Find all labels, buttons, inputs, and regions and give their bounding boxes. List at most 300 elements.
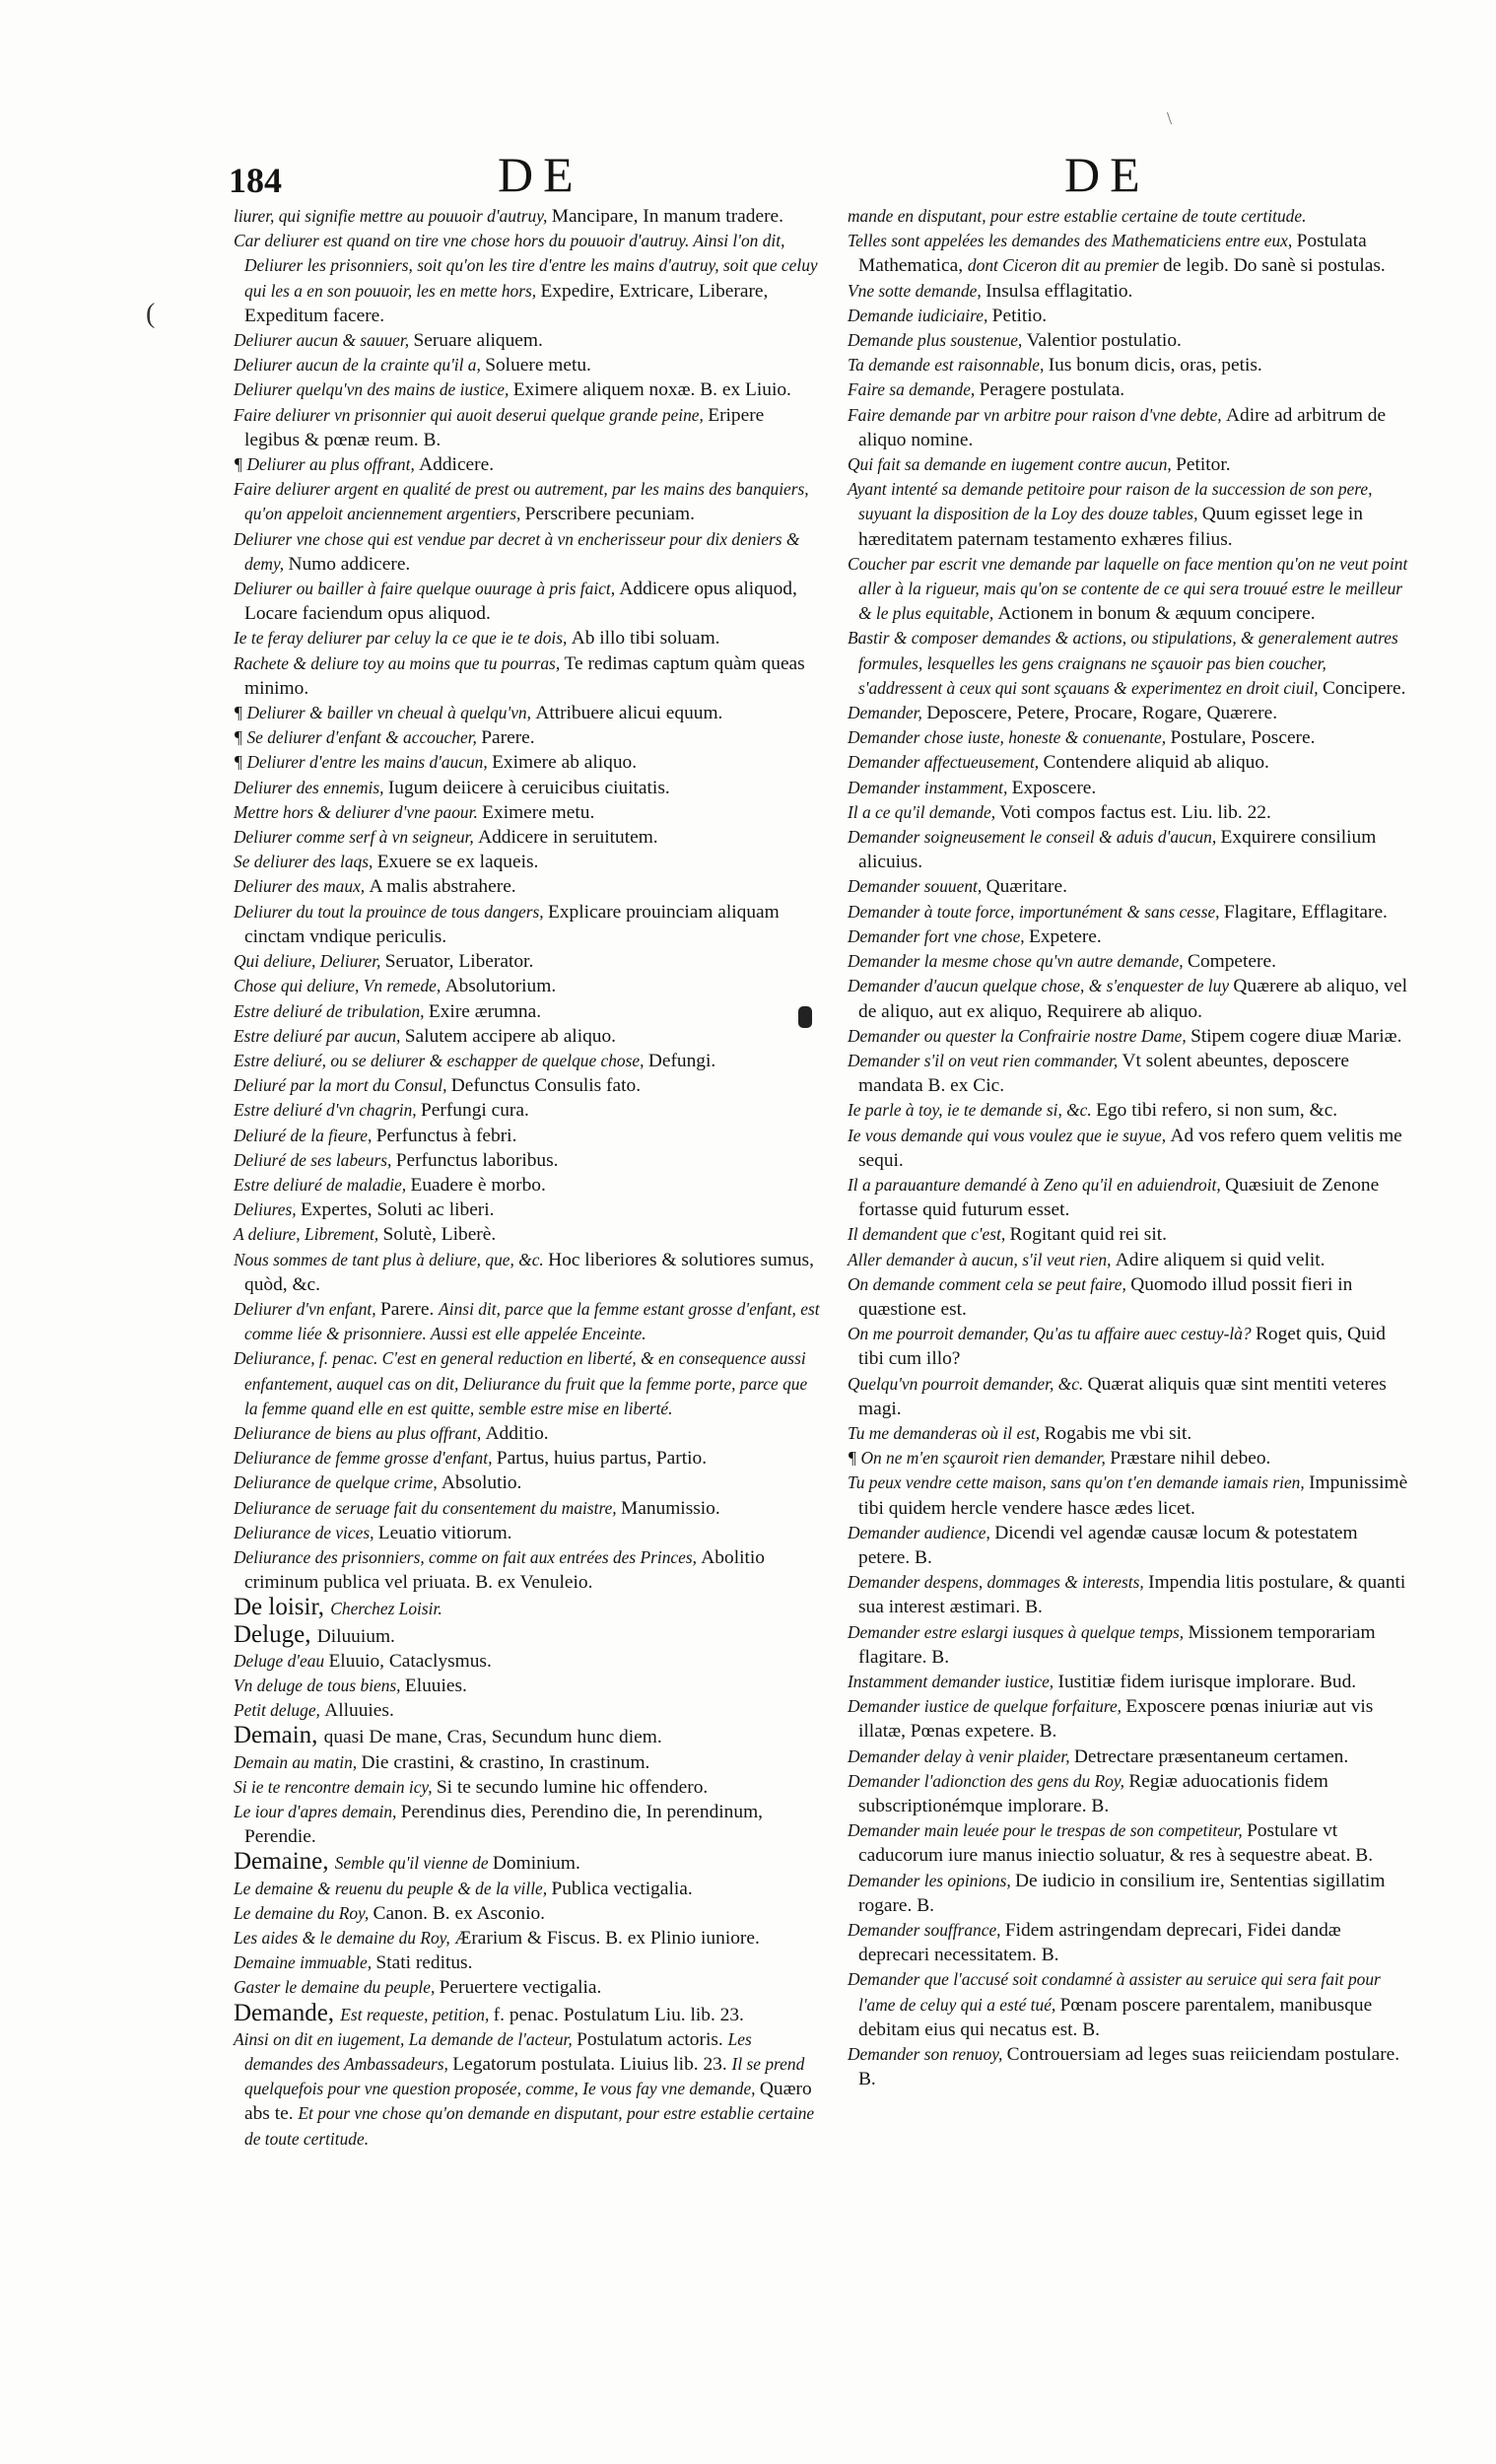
dictionary-entry	[234, 874, 821, 899]
latin-text: Alluuies.	[324, 1700, 394, 1722]
dictionary-entry	[848, 825, 1411, 874]
entry-headword: Demain,	[234, 1722, 324, 1749]
dictionary-entry	[234, 1926, 821, 1951]
dictionary-entry	[848, 1098, 1411, 1123]
latin-text: Perfunctus laboribus.	[395, 1149, 559, 1171]
dictionary-entry	[848, 377, 1411, 402]
right-column	[848, 204, 1411, 2091]
french-text: ¶ On ne m'en sçauroit rien demander,	[848, 1448, 1111, 1469]
entry-headword: Demande,	[234, 1999, 341, 2026]
latin-text: de legib. Do sanè si postulas.	[1163, 255, 1386, 277]
dictionary-entry	[848, 1670, 1411, 1694]
latin-text: Ego tibi refero, si non sum, &c.	[1096, 1100, 1338, 1122]
french-text: Estre deliuré d'vn chagrin,	[234, 1100, 421, 1121]
latin-text: Salutem accipere ab aliquo.	[404, 1025, 617, 1047]
latin-text: Euadere è morbo.	[410, 1174, 546, 1196]
dictionary-entry	[848, 1570, 1411, 1619]
dictionary-entry	[234, 750, 821, 775]
dictionary-entry	[848, 1421, 1411, 1446]
latin-text: Controuersiam ad leges suas reiiciendam postulare. B.	[858, 2044, 1400, 2090]
dictionary-entry	[234, 800, 821, 825]
french-text: Demander soigneusement le conseil & aduis d'aucun,	[848, 827, 1221, 848]
dictionary-entry	[234, 1049, 821, 1073]
dictionary-entry	[848, 1173, 1411, 1222]
french-text: Il se prend quelquefois pour vne question proposée, comme, Ie vous fay vne demande,	[244, 2054, 805, 2099]
french-text: Deliuré de ses labeurs,	[234, 1149, 396, 1170]
latin-text: Missionem temporariam flagitare. B.	[858, 1621, 1376, 1668]
french-text: ¶ Deliurer d'entre les mains d'aucun,	[234, 752, 493, 773]
dictionary-entry	[234, 204, 821, 229]
latin-text: Defungi.	[647, 1050, 716, 1071]
french-text: Telles sont appelées les demandes des Mathematiciens entre eux,	[848, 231, 1297, 251]
latin-text: f. penac.	[493, 2004, 564, 2025]
latin-text: Regiæ aduocationis fidem subscriptionémque implorare. B.	[858, 1770, 1328, 1816]
french-text: Ta demande est raisonnable,	[848, 355, 1049, 376]
french-text: Cherchez Loisir.	[330, 1599, 442, 1619]
latin-text: Attribuere alicui equum.	[535, 703, 723, 724]
latin-text: Seruare aliquem.	[413, 330, 543, 352]
dictionary-entry	[234, 1674, 821, 1698]
stray-mark: \	[1167, 108, 1173, 128]
latin-text: Perscribere pecuniam.	[524, 504, 695, 525]
dictionary-entry	[234, 1800, 821, 1849]
latin-text: Quærat aliquis quæ sint mentiti veteres magi.	[858, 1373, 1387, 1419]
dictionary-entry	[848, 874, 1411, 899]
latin-text: Addicere opus aliquod, Locare faciendum opus aliquod.	[244, 579, 797, 625]
latin-text: Addicere.	[419, 454, 495, 476]
french-text: Faire sa demande,	[848, 379, 980, 400]
latin-text: Quærere ab aliquo, vel de aliquo, aut ex aliquo, Requirere ab aliquo.	[858, 976, 1407, 1022]
dictionary-entry	[848, 949, 1411, 974]
dictionary-entry	[234, 377, 821, 402]
french-text: ¶ Se deliurer d'enfant & accoucher,	[234, 727, 482, 748]
latin-text: Flagitare, Efflagitare.	[1223, 901, 1388, 923]
french-text: ¶ Deliurer au plus offrant,	[234, 454, 420, 475]
french-text: Deliurer aucun & sauuer,	[234, 330, 414, 351]
running-head-right: DE	[1064, 147, 1150, 202]
french-text: Demander la mesme chose qu'vn autre demande,	[848, 951, 1189, 972]
french-text: Le demaine & reuenu du peuple & de la ville,	[234, 1878, 552, 1898]
dictionary-entry	[234, 825, 821, 850]
latin-text: Canon. B. ex Asconio.	[373, 1902, 546, 1924]
french-text: Deliurer vne chose qui est vendue par decret à vn encherisseur pour dix deniers & demy,	[234, 528, 800, 574]
dictionary-entry	[234, 1723, 821, 1749]
latin-text: Quæritare.	[986, 876, 1067, 898]
latin-text: Publica vectigalia.	[551, 1878, 693, 1899]
french-text: Deliurance de femme grosse d'enfant,	[234, 1448, 497, 1469]
latin-text: Exuere se ex laqueis.	[376, 852, 539, 873]
latin-text: Eripere legibus & pœnæ reum. B.	[244, 404, 765, 450]
latin-text: Addicere in seruitutem.	[478, 827, 658, 849]
french-text: Deliurer comme serf à vn seigneur,	[234, 827, 479, 848]
latin-text: Absolutorium.	[444, 976, 557, 997]
french-text: Demander souuent,	[848, 876, 986, 897]
french-text: Demander audience,	[848, 1522, 995, 1542]
latin-text: Defunctus Consulis fato.	[450, 1075, 642, 1097]
dictionary-entry	[234, 1098, 821, 1123]
latin-text: Detrectare præsentaneum certamen.	[1073, 1745, 1349, 1767]
dictionary-entry	[848, 750, 1411, 775]
latin-text: Postulata Mathematica,	[858, 231, 1367, 277]
dictionary-entry	[234, 1545, 821, 1595]
latin-text: Numo addicere.	[288, 553, 411, 575]
latin-text: Iugum deiicere à ceruicibus ciuitatis.	[387, 777, 670, 798]
dictionary-entry	[848, 800, 1411, 825]
latin-text: Si te secundo lumine hic offendero.	[436, 1776, 709, 1798]
latin-text: Quomodo illud possit fieri in quæstione est.	[858, 1273, 1353, 1320]
french-text: Deliures,	[234, 1199, 301, 1220]
french-text: Demander despens, dommages & interests,	[848, 1572, 1149, 1593]
page-number: 184	[229, 161, 282, 200]
dictionary-entry	[234, 328, 821, 353]
dictionary-entry	[848, 626, 1411, 701]
latin-text: Voti compos factus est. Liu. lib. 22.	[999, 801, 1271, 823]
dictionary-entry	[234, 1124, 821, 1148]
dictionary-entry	[848, 1745, 1411, 1769]
dictionary-entry	[234, 527, 821, 577]
dictionary-entry	[848, 725, 1411, 750]
french-text: Deliurance des prisonniers, comme on fait aux entrées des Princes,	[234, 1546, 702, 1567]
french-text: Ainsi on dit en iugement, La demande de l'acteur,	[234, 2028, 578, 2049]
dictionary-entry	[848, 974, 1411, 1023]
french-text: Et pour vne chose qu'on demande en disputant, pour estre establie certaine de toute certitude.	[244, 2103, 815, 2149]
french-text: Aller demander à aucun, s'il veut rien,	[848, 1249, 1116, 1269]
french-text: Demander les opinions,	[848, 1870, 1016, 1890]
latin-text: quasi De mane, Cras, Secundum hunc diem.	[323, 1727, 662, 1748]
french-text: Mettre hors & deliurer d'vne paour.	[234, 801, 483, 822]
dictionary-entry	[848, 1967, 1411, 2042]
french-text: Demander chose iuste, honeste & conuenante,	[848, 727, 1171, 748]
french-text: A deliure, Librement,	[234, 1224, 383, 1245]
french-text: Tu peux vendre cette maison, sans qu'on t'en demande iamais rien,	[848, 1472, 1310, 1493]
dictionary-entry	[234, 403, 821, 452]
latin-text: Adire ad arbitrum de aliquo nomine.	[858, 404, 1387, 450]
dictionary-entry	[848, 1248, 1411, 1272]
dictionary-entry	[848, 328, 1411, 353]
french-text: Bastir & composer demandes & actions, ou stipulations, & generalement autres formules, lesquelles les gens craignans ne sçauoir pas bien coucher, s'addressent à ceux qui sont sçauans & experimentez en droit ciuil,	[848, 628, 1398, 698]
latin-text: Parere.	[379, 1298, 440, 1320]
french-text: Deliurer des ennemis,	[234, 777, 388, 797]
latin-text: Eximere metu.	[482, 801, 595, 823]
dictionary-entry	[848, 1769, 1411, 1818]
french-text: Instamment demander iustice,	[848, 1671, 1058, 1691]
french-text: Ie vous demande qui vous voulez que ie suyue,	[848, 1125, 1171, 1145]
dictionary-entry	[234, 651, 821, 701]
latin-text: Eximere aliquem noxæ. B. ex Liuio.	[512, 379, 791, 401]
latin-text: Stipem cogere diuæ Mariæ.	[1190, 1025, 1402, 1047]
french-text: Faire demande par vn arbitre pour raison d'vne debte,	[848, 404, 1226, 425]
latin-text: Postulatum actoris.	[577, 2028, 728, 2050]
french-text: Demander estre eslargi iusques à quelque temps,	[848, 1621, 1189, 1642]
dictionary-entry	[234, 1622, 821, 1649]
dictionary-entry	[234, 1024, 821, 1049]
dictionary-entry	[848, 452, 1411, 477]
dictionary-entry	[848, 1818, 1411, 1868]
dictionary-entry	[848, 701, 1411, 725]
french-text: Les demandes des Ambassadeurs,	[244, 2028, 752, 2075]
dictionary-entry	[234, 353, 821, 377]
dictionary-entry	[234, 477, 821, 526]
french-text: Car deliurer est quand on tire vne chose hors du pouuoir d'autruy. Ainsi l'on dit, Deliurer les prisonniers, soit qu'on les tire d'entre les mains d'autruy, soit que celuy qui les a en son pouuoir, les en mette hors,	[234, 231, 818, 301]
french-text: Demander d'aucun quelque chose, & s'enquester de luy	[848, 976, 1234, 996]
dictionary-entry	[234, 974, 821, 998]
latin-text: Postulatum Liu. lib. 23.	[563, 2004, 744, 2025]
french-text: Deliurance, f. penac. C'est en general reduction en liberté, & en consequence aussi enfantement, auquel cas on dit, Deliurance du fruit que la femme porte, parce que la femme quand elle en est quitte, semble estre mise en liberté.	[234, 1348, 808, 1418]
latin-text: Impunissimè tibi quidem hercle vendere hasce ædes licet.	[858, 1472, 1408, 1519]
dictionary-entry	[848, 477, 1411, 552]
latin-text: Hoc liberiores & solutiores sumus, quòd, &c.	[244, 1249, 814, 1295]
french-text: Deliurance de biens au plus offrant,	[234, 1422, 486, 1443]
dictionary-entry	[848, 1222, 1411, 1247]
dictionary-entry	[848, 1024, 1411, 1049]
latin-text: De iudicio in consilium ire, Sententias sigillatim rogare. B.	[858, 1870, 1386, 1916]
french-text: Il a parauanture demandé à Zeno qu'il en aduiendroit,	[848, 1174, 1226, 1195]
dictionary-entry	[848, 1620, 1411, 1670]
dictionary-entry	[234, 1248, 821, 1297]
dictionary-entry	[848, 204, 1411, 229]
latin-text: Rogitant quid rei sit.	[1009, 1224, 1167, 1246]
french-text: Vn deluge de tous biens,	[234, 1675, 405, 1695]
dictionary-entry	[234, 1775, 821, 1800]
french-text: Deliurance de vices,	[234, 1522, 378, 1542]
dictionary-entry	[234, 1446, 821, 1471]
french-text: Deliurer quelqu'vn des mains de iustice,	[234, 379, 513, 400]
latin-text: Peragere postulata.	[979, 379, 1125, 401]
dictionary-entry	[234, 1849, 821, 1876]
latin-text: Postulare, Poscere.	[1170, 727, 1316, 749]
latin-text: Dominium.	[492, 1853, 580, 1875]
french-text: Demande iudiciaire,	[848, 305, 992, 325]
dictionary-entry	[234, 452, 821, 477]
latin-text: Quum egisset lege in hæreditatem paternam testamento exhæres filius.	[858, 504, 1363, 550]
latin-text: Actionem in bonum & æquum concipere.	[997, 603, 1316, 625]
latin-text: Deposcere, Petere, Procare, Rogare, Quærere.	[926, 703, 1278, 724]
french-text: Deliurer ou bailler à faire quelque ouurage à pris faict,	[234, 579, 620, 599]
french-text: Deliurance de quelque crime,	[234, 1472, 442, 1493]
french-text: Faire deliurer argent en qualité de prest ou autrement, par les mains des banquiers, qu'on appeloit anciennement argentiers,	[234, 479, 809, 524]
dictionary-entry	[234, 577, 821, 626]
latin-text: Peruertere vectigalia.	[439, 1977, 602, 1999]
latin-text: Concipere.	[1322, 677, 1406, 699]
french-text: Demander fort vne chose,	[848, 925, 1030, 946]
latin-text: Abolitio criminum publica vel priuata. B. ex Venuleio.	[244, 1546, 765, 1594]
latin-text: Expertes, Soluti ac liberi.	[300, 1199, 495, 1221]
latin-text: Petitio.	[991, 305, 1048, 326]
latin-text: Perfungi cura.	[421, 1100, 529, 1122]
latin-text: Ab illo tibi soluam.	[571, 628, 720, 650]
dictionary-entry	[848, 924, 1411, 949]
latin-text: Diluuium.	[316, 1625, 395, 1647]
french-text: Ainsi dit, parce que la femme estant grosse d'enfant, est comme liée & prisonniere. Aussi est elle appelée Enceinte.	[244, 1298, 820, 1344]
entry-headword: Demaine,	[234, 1848, 335, 1876]
dictionary-entry	[234, 999, 821, 1024]
latin-text: Eluuio, Cataclysmus.	[328, 1650, 492, 1672]
french-text: Ie te feray deliurer par celuy la ce que ie te dois,	[234, 628, 572, 649]
french-text: On demande comment cela se peut faire,	[848, 1273, 1131, 1294]
latin-text: Fidem astringendam deprecari, Fidei dandæ deprecari necessitatem. B.	[858, 1920, 1341, 1966]
dictionary-entry	[234, 1877, 821, 1901]
dictionary-entry	[234, 229, 821, 328]
dictionary-entry	[234, 1421, 821, 1446]
french-text: Demander s'il on veut rien commander,	[848, 1050, 1122, 1070]
dictionary-entry	[848, 1372, 1411, 1421]
dictionary-entry	[234, 850, 821, 874]
french-text: Le iour d'apres demain,	[234, 1802, 401, 1821]
latin-text: Quæro abs te.	[244, 2079, 812, 2125]
dictionary-entry	[234, 626, 821, 650]
french-text: Les aides & le demaine du Roy,	[234, 1928, 455, 1949]
dictionary-entry	[848, 776, 1411, 800]
french-text: Faire deliurer vn prisonnier qui auoit deserui quelque grande peine,	[234, 404, 709, 425]
latin-text: Partus, huius partus, Partio.	[496, 1448, 708, 1470]
latin-text: Quæsiuit de Zenone fortasse quid futurum esset.	[858, 1174, 1380, 1221]
latin-text: Pœnam poscere parentalem, manibusque debitam eius qui necatus est. B.	[858, 1994, 1373, 2040]
french-text: Demander delay à venir plaider,	[848, 1745, 1074, 1766]
french-text: Demander ou quester la Confrairie nostre Dame,	[848, 1025, 1191, 1046]
dictionary-entry	[234, 701, 821, 725]
dictionary-entry	[234, 949, 821, 974]
french-text: Demander main leuée pour le trespas de son competiteur,	[848, 1820, 1248, 1841]
latin-text: Contendere aliquid ab aliquo.	[1043, 752, 1269, 774]
latin-text: Valentior postulatio.	[1026, 330, 1182, 352]
french-text: Nous sommes de tant plus à deliure, que, &c.	[234, 1249, 549, 1269]
dictionary-entry	[234, 1198, 821, 1222]
dictionary-entry	[848, 1446, 1411, 1471]
dictionary-entry	[848, 1521, 1411, 1570]
dictionary-entry	[848, 1694, 1411, 1744]
dictionary-entry	[234, 725, 821, 750]
latin-text: Die crastini, & crastino, In crastinum.	[361, 1751, 650, 1773]
french-text: Estre deliuré par aucun,	[234, 1025, 405, 1046]
dictionary-entry	[848, 1124, 1411, 1173]
latin-text: Exire ærumna.	[428, 1000, 542, 1022]
latin-text: Præstare nihil debeo.	[1110, 1448, 1271, 1470]
dictionary-entry	[234, 2001, 821, 2027]
latin-text: Manumissio.	[620, 1497, 720, 1519]
french-text: Demander que l'accusé soit condamné à assister au seruice qui sera fait pour l'ame de celuy qui a esté tué,	[848, 1969, 1381, 2015]
french-text: Se deliurer des laqs,	[234, 852, 377, 872]
latin-text: Explicare prouinciam aliquam cinctam vndique periculis.	[244, 901, 780, 947]
french-text: Il a ce qu'il demande,	[848, 801, 1000, 822]
dictionary-entry	[848, 1049, 1411, 1098]
french-text: Petit deluge,	[234, 1700, 325, 1721]
french-text: Le demaine du Roy,	[234, 1902, 374, 1923]
dictionary-entry	[848, 2042, 1411, 2091]
french-text: Demander son renuoy,	[848, 2044, 1007, 2065]
dictionary-entry	[848, 1918, 1411, 1967]
latin-text: Perfunctus à febri.	[375, 1125, 517, 1146]
latin-text: Vt solent abeuntes, deposcere mandata B. ex Cic.	[858, 1050, 1350, 1097]
french-text: Estre deliuré, ou se deliurer & eschapper de quelque chose,	[234, 1050, 648, 1070]
french-text: Coucher par escrit vne demande par laquelle on face mention qu'on ne veut point aller à la rigueur, mais qu'on se contente de ce qui sera trouué estre le meilleur & le plus equitable,	[848, 553, 1408, 624]
french-text: Deliurer aucun de la crainte qu'il a,	[234, 355, 486, 376]
latin-text: Additio.	[485, 1422, 549, 1444]
french-text: Demander à toute force, importunément & sans cesse,	[848, 901, 1224, 922]
dictionary-entry	[234, 1595, 821, 1621]
dictionary-entry	[234, 1951, 821, 1975]
latin-text: Expetere.	[1029, 925, 1102, 947]
french-text: mande en disputant, pour estre establie certaine de toute certitude.	[848, 206, 1307, 226]
french-text: Semble qu'il vienne de	[334, 1853, 493, 1874]
latin-text: Perendinus dies, Perendino die, In perendinum, Perendie.	[244, 1802, 764, 1848]
french-text: Il demandent que c'est,	[848, 1224, 1010, 1245]
french-text: Deliuré par la mort du Consul,	[234, 1075, 451, 1096]
french-text: Demander l'adionction des gens du Roy,	[848, 1770, 1129, 1791]
dictionary-entry	[848, 1471, 1411, 1520]
latin-text: Impendia litis postulare, & quanti sua interest æstimari. B.	[858, 1572, 1406, 1618]
latin-text: Ærarium & Fiscus. B. ex Plinio iuniore.	[454, 1928, 760, 1950]
french-text: Deluge d'eau	[234, 1650, 329, 1671]
french-text: Deliurer des maux,	[234, 876, 370, 897]
latin-text: Leuatio vitiorum.	[377, 1522, 512, 1543]
latin-text: Seruator, Liberator.	[384, 951, 534, 973]
french-text: Tu me demanderas où il est,	[848, 1422, 1045, 1443]
left-column	[234, 204, 821, 2152]
latin-text: Expedire, Extricare, Liberare, Expeditum facere.	[244, 280, 769, 326]
latin-text: Exquirere consilium alicuius.	[858, 827, 1377, 873]
latin-text: Exposcere.	[1011, 777, 1097, 798]
latin-text: Absolutio.	[442, 1472, 522, 1494]
latin-text: Rogabis me vbi sit.	[1044, 1422, 1192, 1444]
entry-headword: De loisir,	[234, 1594, 331, 1621]
dictionary-entry	[848, 229, 1411, 278]
french-text: Estre deliuré de tribulation,	[234, 1000, 429, 1021]
french-text: Ie parle à toy, ie te demande si, &c.	[848, 1100, 1097, 1121]
dictionary-entry	[234, 1698, 821, 1723]
dictionary-entry	[234, 1521, 821, 1545]
french-text: Estre deliuré de maladie,	[234, 1174, 411, 1195]
french-text: liurer, qui signifie mettre au pouuoir d'autruy,	[234, 206, 552, 226]
dictionary-entry	[848, 403, 1411, 452]
latin-text: Legatorum postulata. Liuius lib. 23.	[452, 2054, 732, 2076]
dictionary-entry	[234, 1649, 821, 1674]
french-text: Quelqu'vn pourroit demander, &c.	[848, 1373, 1088, 1394]
french-text: Demander souffrance,	[848, 1920, 1005, 1941]
dictionary-entry	[234, 1471, 821, 1495]
latin-text: Soluere metu.	[485, 355, 591, 376]
latin-text: Petitor.	[1176, 454, 1231, 476]
dictionary-entry	[234, 1346, 821, 1421]
french-text: Vne sotte demande,	[848, 280, 986, 301]
dictionary-entry	[848, 1869, 1411, 1918]
french-text: Demande plus soustenue,	[848, 330, 1027, 351]
dictionary-entry	[848, 1272, 1411, 1322]
latin-text: Solutè, Liberè.	[382, 1224, 497, 1246]
latin-text: Competere.	[1188, 951, 1276, 973]
latin-text: Te redimas captum quàm queas minimo.	[244, 652, 805, 699]
latin-text: A malis abstrahere.	[369, 876, 516, 898]
dictionary-entry	[848, 900, 1411, 924]
dictionary-entry	[234, 776, 821, 800]
latin-text: Stati reditus.	[375, 1952, 473, 1974]
latin-text: Exposcere pœnas iniuriæ aut vis illatæ, Pœnas expetere. B.	[858, 1696, 1374, 1743]
french-text: Gaster le demaine du peuple,	[234, 1977, 440, 1998]
french-text: Demander iustice de quelque forfaiture,	[848, 1696, 1126, 1717]
latin-text: Adire aliquem si quid velit.	[1115, 1249, 1326, 1270]
dictionary-entry	[234, 1496, 821, 1521]
dictionary-entry	[234, 2027, 821, 2152]
latin-text: Insulsa efflagitatio.	[986, 280, 1133, 302]
french-text: Qui fait sa demande en iugement contre aucun,	[848, 454, 1177, 475]
french-text: dont Ciceron dit au premier	[967, 255, 1164, 276]
french-text: Deliurer d'vn enfant,	[234, 1298, 380, 1319]
french-text: Deliurance de seruage fait du consentement du maistre,	[234, 1497, 621, 1518]
latin-text: Iustitiæ fidem iurisque implorare. Bud.	[1057, 1671, 1357, 1692]
dictionary-entry	[234, 1750, 821, 1775]
french-text: Deliuré de la fieure,	[234, 1125, 376, 1145]
dictionary-entry	[234, 1073, 821, 1098]
margin-mark: (	[146, 299, 156, 329]
